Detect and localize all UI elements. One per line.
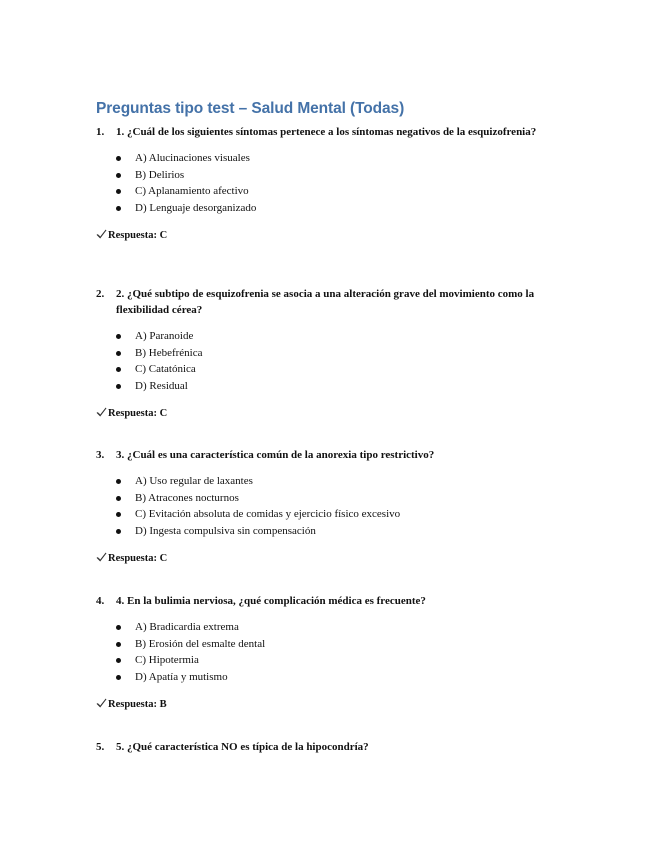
option-label: B) Erosión del esmalte dental — [135, 637, 266, 650]
bullet-icon — [116, 658, 121, 663]
question-prompt — [96, 739, 566, 755]
question-text: 5. ¿Qué característica NO es típica de la hipocondría? — [116, 741, 369, 753]
option-label: C) Evitación absoluta de comidas y ejercicio físico excesivo — [135, 508, 401, 520]
option-label: B) Hebefrénica — [135, 346, 203, 359]
question-prompt — [96, 286, 566, 318]
option-a — [96, 150, 566, 167]
option-label: D) Lenguaje desorganizado — [135, 201, 257, 214]
bullet-icon — [116, 512, 121, 517]
option-c — [96, 361, 566, 378]
option-c — [96, 652, 566, 669]
question-number: 5. — [96, 741, 105, 753]
option-label: A) Alucinaciones visuales — [135, 152, 250, 164]
option-a — [96, 619, 566, 636]
question-5 — [96, 739, 566, 755]
question-3 — [96, 447, 566, 567]
option-label: B) Atracones nocturnos — [135, 491, 239, 504]
option-list — [96, 328, 566, 394]
bullet-icon — [116, 334, 121, 339]
checkmark-icon — [96, 698, 107, 708]
option-label: D) Residual — [135, 379, 188, 392]
option-list — [96, 619, 566, 685]
option-d — [96, 378, 566, 395]
bullet-icon — [116, 529, 121, 534]
checkmark-icon — [96, 229, 107, 239]
bullet-icon — [116, 675, 121, 680]
option-b — [96, 490, 566, 507]
bullet-icon — [116, 384, 121, 389]
option-label: A) Uso regular de laxantes — [135, 475, 253, 487]
bullet-icon — [116, 642, 121, 647]
bullet-icon — [116, 156, 121, 161]
option-d — [96, 669, 566, 686]
question-number: 3. — [96, 449, 105, 461]
question-1 — [96, 124, 566, 244]
question-4 — [96, 593, 566, 713]
option-label: D) Ingesta compulsiva sin compensación — [135, 524, 316, 537]
option-b — [96, 636, 566, 653]
question-2 — [96, 286, 566, 422]
option-c — [96, 183, 566, 200]
question-text: 3. ¿Cuál es una característica común de la anorexia tipo restrictivo? — [116, 449, 435, 461]
option-label: C) Catatónica — [135, 363, 196, 375]
option-c — [96, 506, 566, 523]
option-label: C) Hipotermia — [135, 654, 199, 666]
option-d — [96, 200, 566, 217]
question-prompt — [96, 593, 566, 609]
bullet-icon — [116, 479, 121, 484]
option-b — [96, 345, 566, 362]
answer-text: Respuesta: C — [108, 230, 168, 241]
option-d — [96, 523, 566, 540]
answer-text: Respuesta: B — [108, 699, 167, 710]
checkmark-icon — [96, 552, 107, 562]
bullet-icon — [116, 206, 121, 211]
bullet-icon — [116, 351, 121, 356]
bullet-icon — [116, 367, 121, 372]
option-a — [96, 328, 566, 345]
option-label: A) Bradicardia extrema — [135, 621, 239, 633]
answer-line — [96, 551, 566, 567]
question-prompt — [96, 447, 566, 463]
answer-line — [96, 697, 566, 713]
question-text: 1. ¿Cuál de los siguientes síntomas pertenece a los síntomas negativos de la esquizofrenia? — [116, 126, 537, 138]
option-label: D) Apatía y mutismo — [135, 670, 228, 683]
question-number: 2. — [96, 288, 105, 300]
question-text: 2. ¿Qué subtipo de esquizofrenia se asocia a una alteración grave del movimiento como la flexibilidad cérea? — [116, 288, 535, 316]
option-label: C) Aplanamiento afectivo — [135, 185, 249, 197]
checkmark-icon — [96, 407, 107, 417]
question-prompt — [96, 124, 566, 140]
answer-text: Respuesta: C — [108, 553, 168, 564]
question-text: 4. En la bulimia nerviosa, ¿qué complicación médica es frecuente? — [116, 595, 426, 607]
answer-text: Respuesta: C — [108, 408, 168, 419]
option-label: A) Paranoide — [135, 330, 194, 342]
option-list — [96, 150, 566, 216]
answer-line — [96, 228, 566, 244]
option-a — [96, 473, 566, 490]
bullet-icon — [116, 173, 121, 178]
option-list — [96, 473, 566, 539]
option-b — [96, 167, 566, 184]
question-number: 4. — [96, 595, 105, 607]
question-number: 1. — [96, 126, 105, 138]
document-title: Preguntas tipo test – Salud Mental (Todas) — [96, 100, 405, 117]
bullet-icon — [116, 496, 121, 501]
option-label: B) Delirios — [135, 168, 185, 181]
bullet-icon — [116, 625, 121, 630]
bullet-icon — [116, 189, 121, 194]
answer-line — [96, 406, 566, 422]
